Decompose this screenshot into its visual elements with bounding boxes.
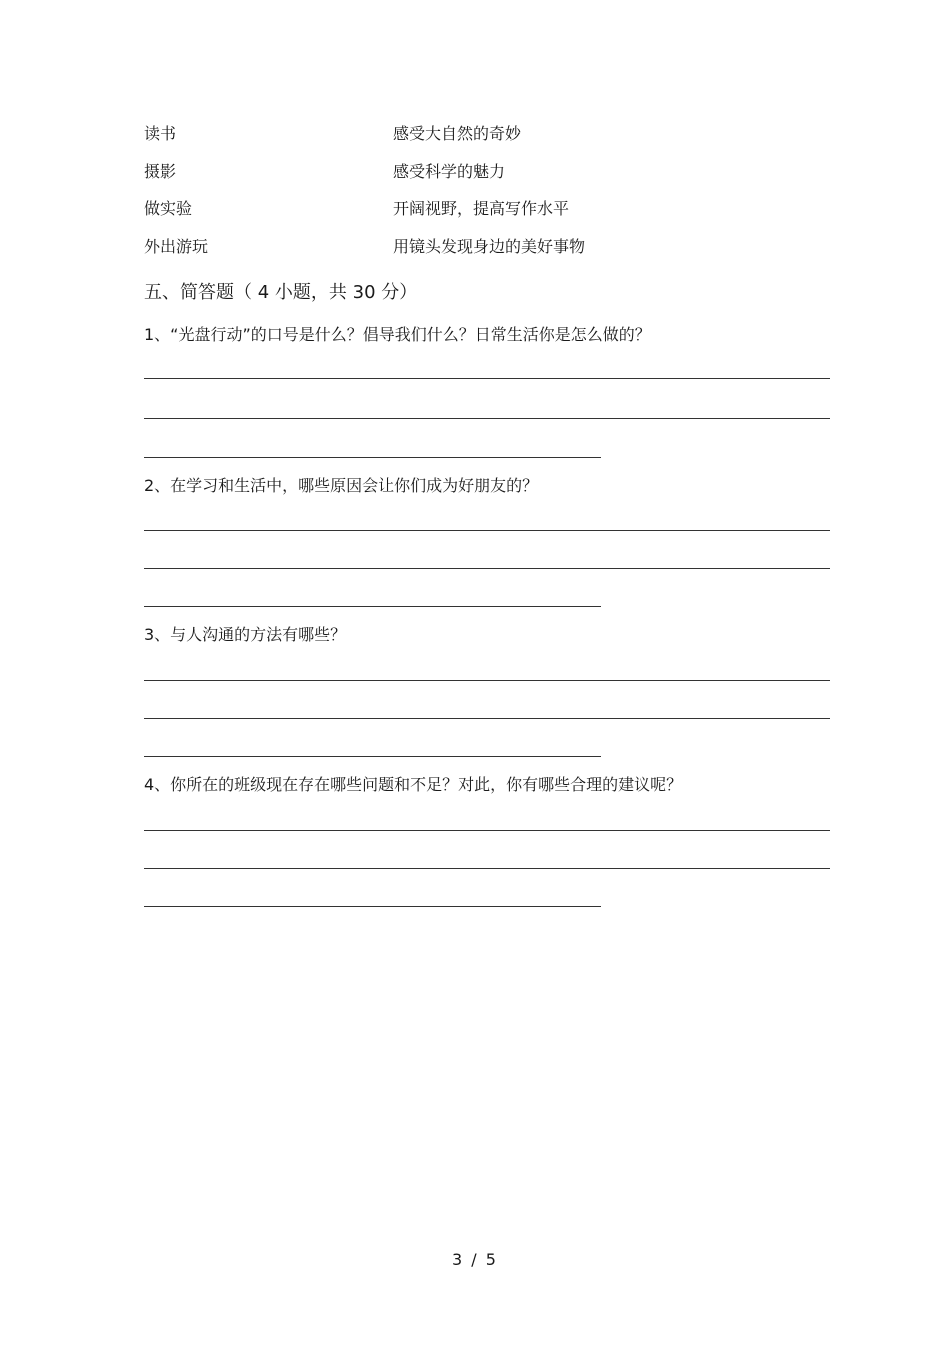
page-number: 3 / 5 xyxy=(452,1250,498,1269)
matching-row xyxy=(144,160,844,184)
matching-activity: 摄影 xyxy=(144,162,177,181)
answer-line[interactable] xyxy=(144,530,830,531)
answer-line[interactable] xyxy=(144,906,601,907)
matching-activity: 读书 xyxy=(144,124,177,143)
matching-activity: 外出游玩 xyxy=(144,237,209,256)
matching-benefit: 开阔视野，提高写作水平 xyxy=(393,199,570,218)
answer-line[interactable] xyxy=(144,756,601,757)
section-title: 五、简答题（ 4 小题，共 30 分） xyxy=(144,282,418,303)
question-1: 1、“光盘行动”的口号是什么？倡导我们什么？日常生活你是怎么做的？ xyxy=(144,325,651,344)
answer-line[interactable] xyxy=(144,457,601,458)
matching-benefit: 用镜头发现身边的美好事物 xyxy=(393,237,586,256)
answer-line[interactable] xyxy=(144,378,830,379)
matching-row xyxy=(144,235,844,259)
answer-line[interactable] xyxy=(144,418,830,419)
matching-benefit: 感受大自然的奇妙 xyxy=(393,124,522,143)
answer-line[interactable] xyxy=(144,718,830,719)
question-2: 2、在学习和生活中，哪些原因会让你们成为好朋友的？ xyxy=(144,476,539,495)
matching-activity: 做实验 xyxy=(144,199,193,218)
answer-line[interactable] xyxy=(144,868,830,869)
answer-line[interactable] xyxy=(144,568,830,569)
matching-row xyxy=(144,197,844,221)
matching-row xyxy=(144,122,844,146)
matching-benefit: 感受科学的魅力 xyxy=(393,162,506,181)
question-4: 4、你所在的班级现在存在哪些问题和不足？对此，你有哪些合理的建议呢？ xyxy=(144,775,683,794)
answer-line[interactable] xyxy=(144,680,830,681)
question-3: 3、与人沟通的方法有哪些？ xyxy=(144,625,347,644)
answer-line[interactable] xyxy=(144,830,830,831)
answer-line[interactable] xyxy=(144,606,601,607)
